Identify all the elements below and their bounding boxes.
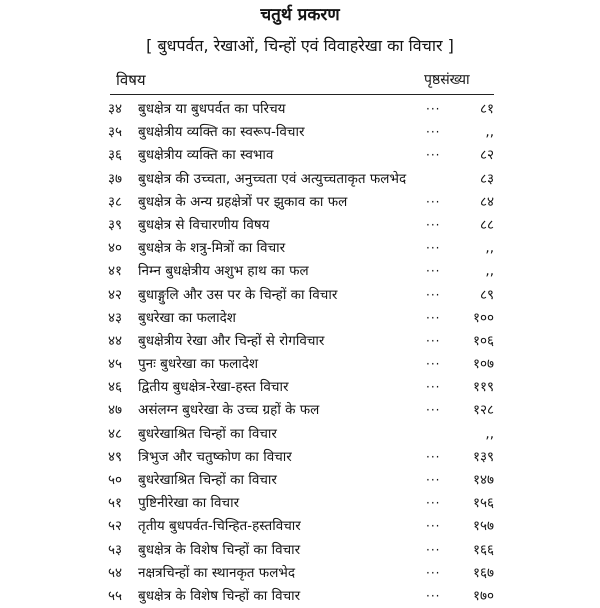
entry-leader-dots: ··· (426, 264, 441, 279)
entry-leader-dots: ··· (426, 125, 441, 140)
entry-title: बुधक्षेत्र की उच्चता, अनुच्चता एवं अत्युच्चताकृत फलभेद (138, 170, 407, 187)
entry-leader-dots: ··· (426, 403, 441, 418)
entry-page-number: १३९ (472, 448, 494, 465)
entry-title: बुधक्षेत्र या बुधपर्वत का परिचय (138, 101, 286, 117)
entry-number: ४९ (108, 448, 123, 465)
entry-page-number: ११९ (472, 379, 494, 396)
entry-number: ५५ (108, 587, 123, 604)
entry-title: बुधरेखाश्रित चिन्हों का विचार (138, 425, 277, 442)
entry-title: बुधक्षेत्र से विचारणीय विषय (138, 216, 270, 233)
entry-page-number: ,, (485, 124, 494, 141)
entry-number: ४१ (108, 263, 123, 280)
entry-leader-dots: ··· (426, 357, 441, 372)
entry-title: बुधक्षेत्र के अन्य ग्रहक्षेत्रों पर झुकाव का फल (138, 193, 348, 210)
toc-entry (0, 423, 600, 446)
subject-column-header: विषय (116, 71, 146, 89)
entry-title: बुधरेखाश्रित चिन्हों का विचार (138, 472, 277, 488)
entry-page-number: १०७ (472, 356, 494, 373)
entry-number: ४६ (108, 379, 123, 396)
entry-title: नक्षत्रचिन्हों का स्थानकृत फलभेद (138, 564, 296, 581)
entry-title: बुधक्षेत्र के शत्रु-मित्रों का विचार (138, 240, 286, 257)
entry-number: ५४ (108, 564, 123, 581)
chapter-title: चतुर्थ प्रकरण (260, 5, 340, 25)
entry-page-number: १६६ (472, 541, 494, 558)
entry-number: ४४ (108, 332, 123, 349)
entry-title: बुधाङ्गुलि और उस पर के चिन्हों का विचार (138, 286, 338, 303)
toc-entry (0, 168, 600, 191)
entry-number: ४२ (108, 286, 123, 303)
toc-entry (0, 376, 600, 399)
entry-number: ३९ (108, 216, 123, 233)
toc-entry (0, 214, 600, 237)
entry-leader-dots: ··· (426, 148, 441, 163)
entry-title: बुधक्षेत्रीय व्यक्ति का स्वभाव (138, 147, 274, 164)
entry-title: निम्न बुधक्षेत्रीय अशुभ हाथ का फल (138, 263, 309, 280)
chapter-subtitle: [ बुधपर्वत, रेखाओं, चिन्हों एवं विवाहरेखा का विचार ] (146, 36, 454, 55)
entry-page-number: १७० (472, 587, 494, 604)
toc-entry (0, 144, 600, 167)
entry-page-number: ,, (485, 425, 494, 442)
entry-page-number: १६७ (472, 564, 494, 581)
entry-title: बुधक्षेत्रीय व्यक्ति का स्वरूप-विचार (138, 124, 305, 141)
entry-leader-dots: ··· (426, 287, 441, 302)
toc-entry (0, 98, 600, 121)
entry-page-number: ८२ (479, 147, 494, 164)
entry-page-number: ८३ (479, 170, 494, 187)
entry-page-number: १०६ (472, 332, 494, 349)
entry-number: ३६ (108, 147, 123, 164)
toc-entry (0, 237, 600, 260)
entry-number: ३५ (108, 124, 123, 141)
toc-entry (0, 353, 600, 376)
entry-title: द्वितीय बुधक्षेत्र-रेखा-हस्त विचार (138, 379, 289, 396)
header-divider (110, 94, 494, 95)
entry-leader-dots: ··· (426, 333, 441, 348)
entry-number: ३८ (108, 193, 123, 210)
entry-title: त्रिभुज और चतुष्कोण का विचार (138, 448, 292, 465)
entry-page-number: ८८ (479, 216, 494, 233)
toc-entry (0, 260, 600, 283)
entry-page-number: ,, (485, 263, 494, 280)
entry-leader-dots: ··· (426, 496, 441, 511)
entry-number: ३७ (108, 170, 123, 187)
toc-entry (0, 585, 600, 608)
entry-title: बुधक्षेत्र के विशेष चिन्हों का विचार (138, 541, 301, 558)
toc-entry (0, 515, 600, 538)
entry-leader-dots: ··· (426, 449, 441, 464)
table-of-contents (0, 98, 600, 608)
entry-number: ५० (108, 472, 123, 488)
entry-page-number: १५६ (472, 495, 494, 512)
entry-page-number: १०० (472, 309, 494, 326)
entry-number: ४५ (108, 356, 123, 373)
entry-leader-dots: ··· (426, 310, 441, 325)
entry-number: ४३ (108, 309, 123, 326)
entry-number: ५१ (108, 495, 123, 512)
entry-leader-dots: ··· (426, 565, 441, 580)
entry-title: पुनः बुधरेखा का फलादेश (138, 356, 259, 373)
toc-entry (0, 307, 600, 330)
entry-page-number: ,, (485, 240, 494, 257)
entry-number: ४० (108, 240, 123, 257)
entry-number: ५३ (108, 541, 123, 558)
entry-number: ४८ (108, 425, 123, 442)
entry-page-number: ८९ (479, 286, 494, 303)
toc-entry (0, 469, 600, 492)
entry-title: बुधक्षेत्रीय रेखा और चिन्हों से रोगविचार (138, 332, 325, 349)
toc-entry (0, 399, 600, 422)
entry-page-number: ८४ (479, 193, 494, 210)
entry-leader-dots: ··· (426, 241, 441, 256)
entry-number: ४७ (108, 402, 123, 419)
entry-page-number: ८१ (479, 101, 494, 117)
entry-leader-dots: ··· (426, 588, 441, 603)
entry-leader-dots: ··· (426, 102, 441, 116)
entry-title: बुधक्षेत्र के विशेष चिन्हों का विचार (138, 587, 301, 604)
page-number-column-header: पृष्ठसंख्या (424, 72, 470, 88)
entry-page-number: १२८ (472, 402, 494, 419)
entry-leader-dots: ··· (426, 217, 441, 232)
toc-entry (0, 539, 600, 562)
toc-entry (0, 562, 600, 585)
toc-entry (0, 492, 600, 515)
entry-title: पुष्टिनीरेखा का विचार (138, 495, 240, 512)
entry-number: ५२ (108, 518, 123, 535)
entry-leader-dots: ··· (426, 542, 441, 557)
entry-number: ३४ (108, 101, 123, 117)
toc-entry (0, 121, 600, 144)
entry-page-number: १५७ (472, 518, 494, 535)
entry-leader-dots: ··· (426, 380, 441, 395)
entry-leader-dots: ··· (426, 519, 441, 534)
toc-entry (0, 191, 600, 214)
entry-leader-dots: ··· (426, 473, 441, 487)
toc-entry (0, 446, 600, 469)
entry-title: बुधरेखा का फलादेश (138, 309, 236, 326)
entry-title: तृतीय बुधपर्वत-चिन्हित-हस्तविचार (138, 518, 301, 535)
entry-title: असंलग्न बुधरेखा के उच्च ग्रहों के फल (138, 402, 320, 419)
entry-page-number: १४७ (472, 472, 494, 488)
entry-leader-dots: ··· (426, 194, 441, 209)
toc-entry (0, 330, 600, 353)
toc-entry (0, 284, 600, 307)
